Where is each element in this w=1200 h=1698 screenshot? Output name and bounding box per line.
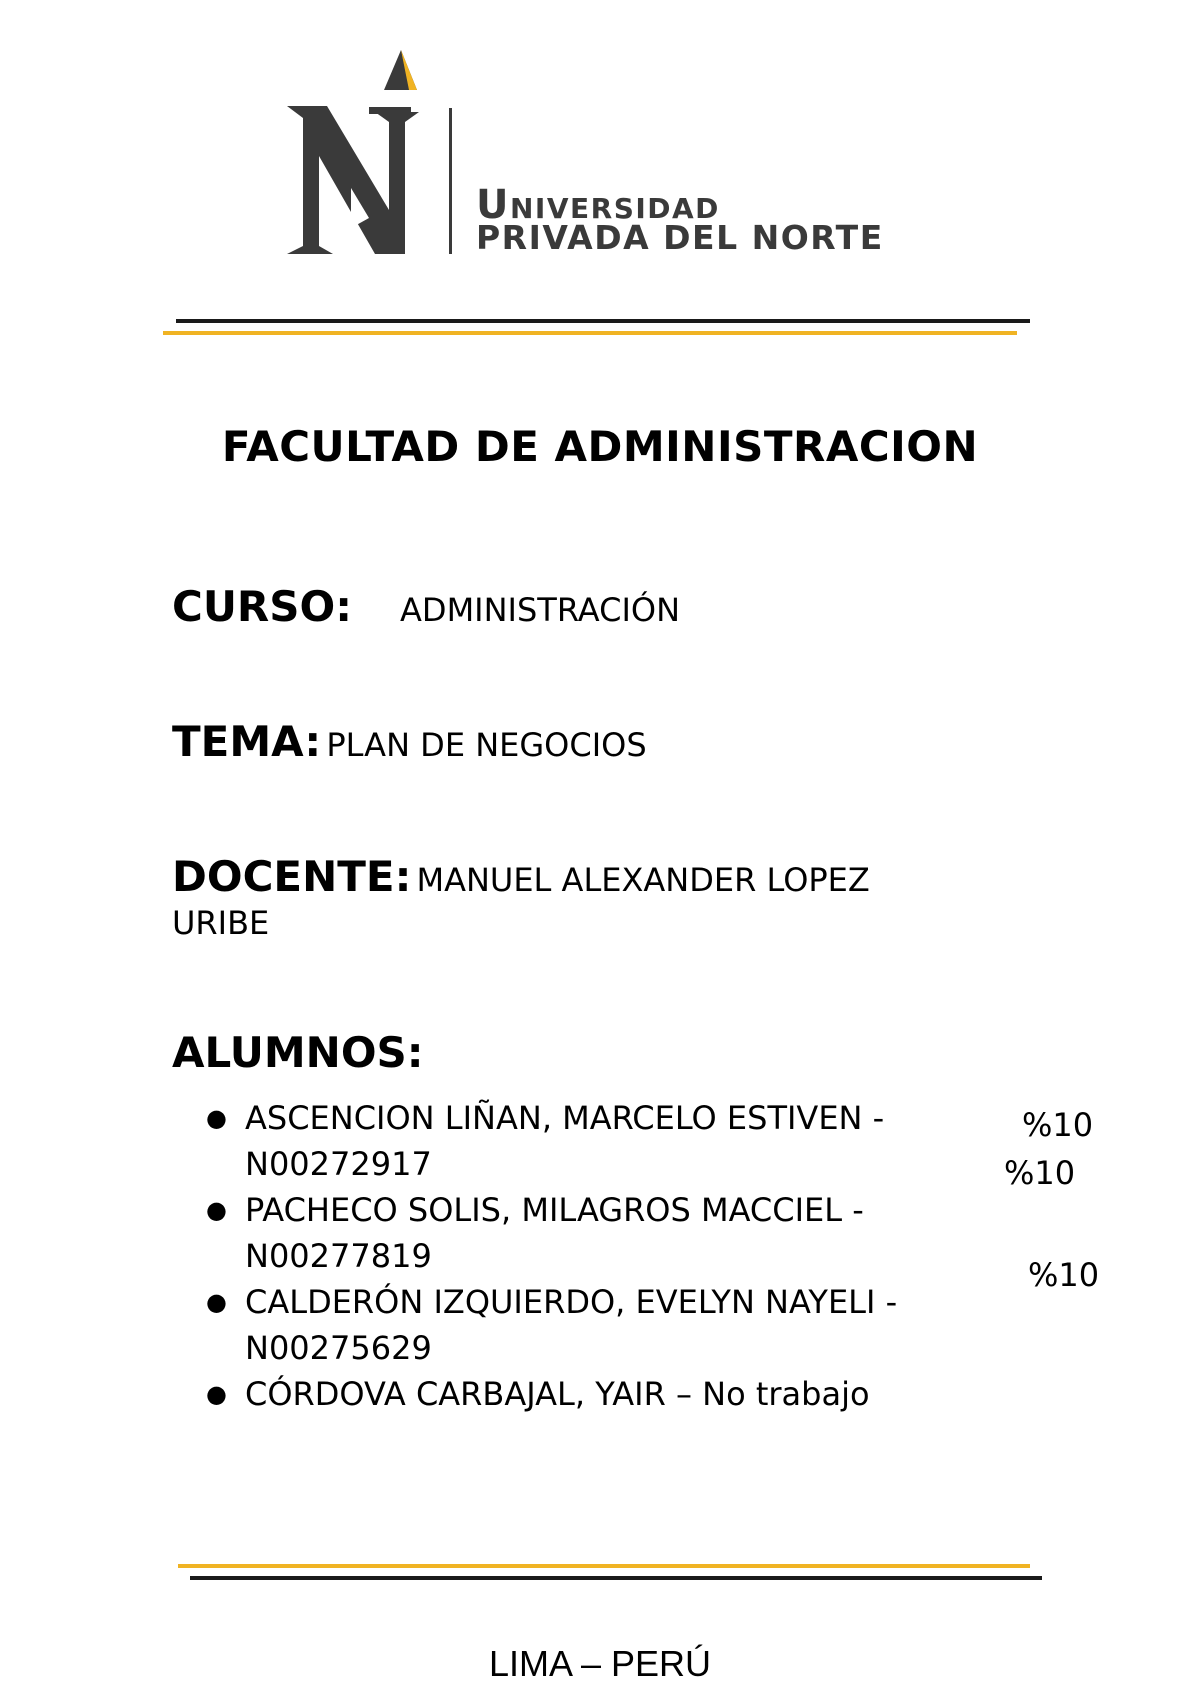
students-heading xyxy=(172,1028,424,1077)
bottom-rule-dark xyxy=(190,1576,1042,1580)
bottom-rule-accent xyxy=(178,1564,1030,1568)
student-name: CALDERÓN IZQUIERDO, EVELYN NAYELI - xyxy=(245,1283,898,1321)
student-code: N00275629 xyxy=(245,1329,432,1367)
student-name: ASCENCION LIÑAN, MARCELO ESTIVEN - xyxy=(245,1099,885,1137)
teacher-value: MANUEL ALEXANDER LOPEZ xyxy=(416,861,870,899)
student-name: CÓRDOVA CARBAJAL, YAIR – No trabajo xyxy=(245,1375,870,1413)
teacher-label: DOCENTE: xyxy=(172,852,412,901)
faculty-title: FACULTAD DE ADMINISTRACION xyxy=(221,422,979,471)
course-field xyxy=(172,582,680,631)
course-label: CURSO: xyxy=(172,582,353,631)
list-item xyxy=(0,1279,897,1371)
list-item xyxy=(0,1187,897,1279)
course-value: ADMINISTRACIÓN xyxy=(400,591,681,629)
student-name: PACHECO SOLIS, MILAGROS MACCIEL - xyxy=(245,1191,864,1229)
university-logo-icon xyxy=(285,50,425,256)
student-code: N00277819 xyxy=(245,1237,432,1275)
students-label: ALUMNOS: xyxy=(172,1028,424,1077)
students-list xyxy=(0,1095,897,1417)
list-item xyxy=(0,1095,897,1187)
logo-university-text: Universidad xyxy=(476,182,720,228)
bullet-icon: ● xyxy=(206,1380,227,1408)
list-item xyxy=(0,1371,897,1417)
teacher-value-line2: URIBE xyxy=(172,904,270,942)
location-footer: LIMA – PERÚ xyxy=(488,1643,712,1684)
bullet-icon: ● xyxy=(206,1196,227,1224)
bullet-icon: ● xyxy=(206,1288,227,1316)
topic-label: TEMA: xyxy=(172,717,322,766)
logo-name-text: PRIVADA DEL NORTE xyxy=(476,218,884,257)
teacher-value-cont xyxy=(172,904,269,942)
top-rule-dark xyxy=(176,319,1030,323)
student-code: N00272917 xyxy=(245,1145,432,1183)
student-2-percentage: %10 xyxy=(1004,1154,1076,1192)
teacher-field xyxy=(172,852,870,901)
topic-value: PLAN DE NEGOCIOS xyxy=(326,726,647,764)
logo-divider xyxy=(449,108,452,254)
top-rule-accent xyxy=(163,331,1017,335)
student-1-percentage: %10 xyxy=(1022,1106,1094,1144)
topic-field xyxy=(172,717,647,766)
student-3-percentage: %10 xyxy=(1028,1256,1100,1294)
bullet-icon: ● xyxy=(206,1104,227,1132)
